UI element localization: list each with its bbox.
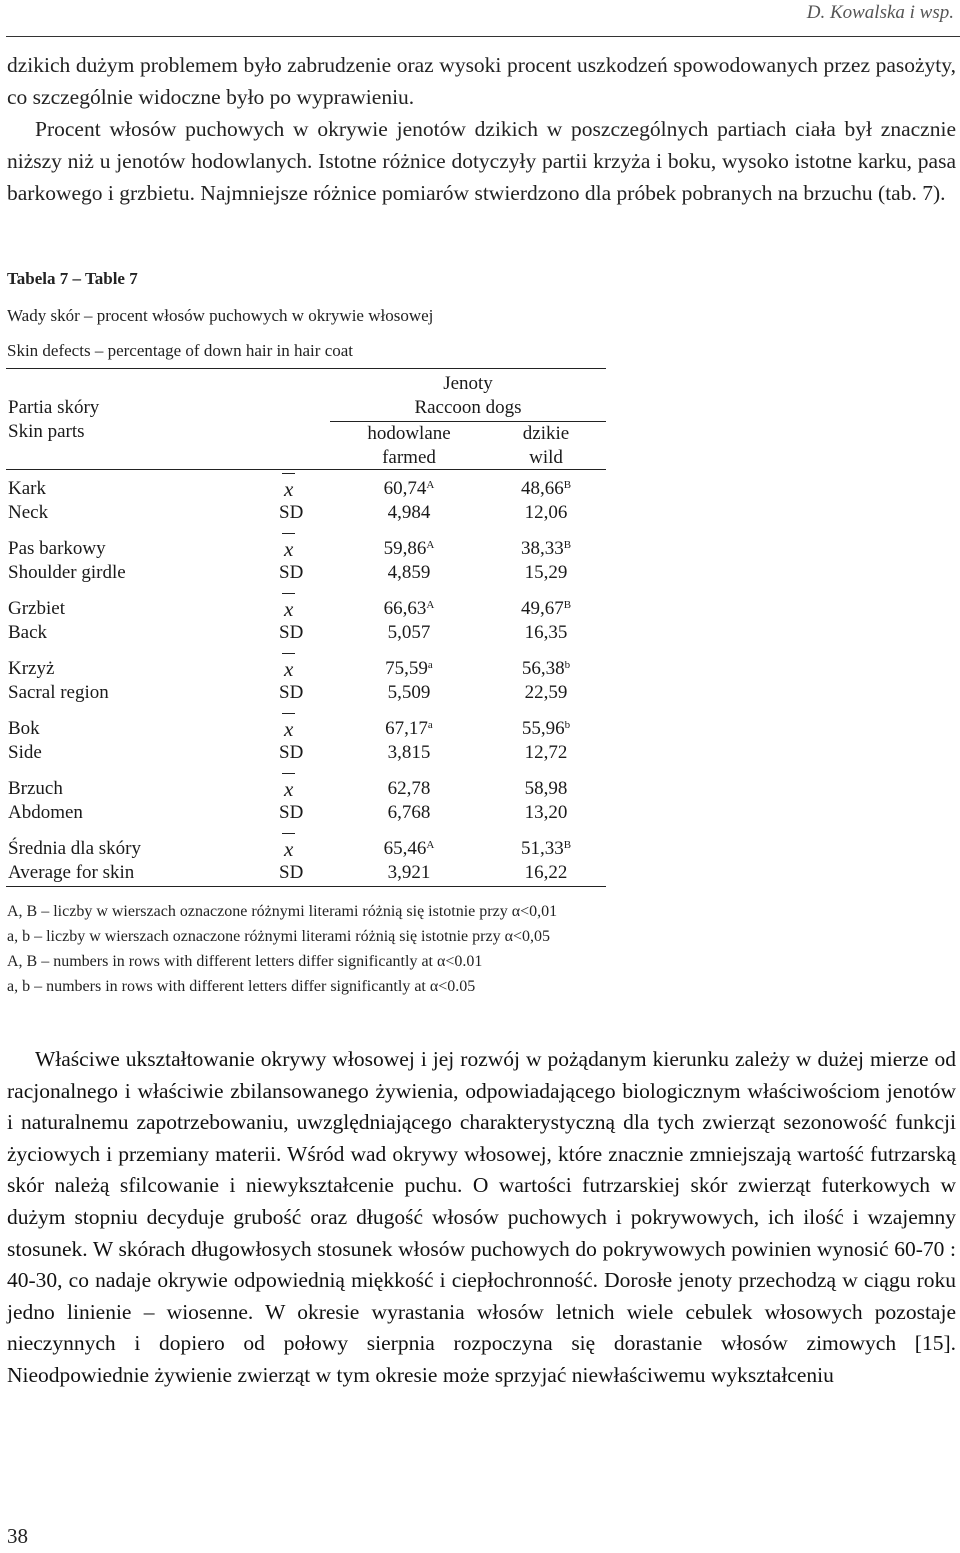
skin-part-name-pl: Kark xyxy=(8,478,46,499)
wild-mean-value: $51,33^B$ xyxy=(520,838,572,859)
skin-part-name-en: Average for skin xyxy=(8,862,135,883)
running-header-author: D. Kowalska i wsp. xyxy=(806,2,954,23)
farmed-mean-value: $65,46^A$ xyxy=(383,838,435,859)
farmed-mean-value: 75,59$^a$ xyxy=(385,658,433,679)
skin-part-name-pl: Brzuch xyxy=(8,778,63,799)
paragraph-hair-coat-nutrition: Właściwe ukształtowanie okrywy włosowej i jej rozwój w pożądanym kierunku zależy w dużej mierze od racjonalnego i właściwie zbilansowanego żywienia, odpowiadającego biologicznym właściwościom jenotów i naturalnemu zapotrzebowaniu, uwzględniającego charakterystyczną dla tych zwierząt sezonowość funkcji życiowych i przemiany materii. Wśród wad okrywy włosowej, które znacznie zmniejszają wartość futrzarską skór należą sfilcowanie i niewykształcenie puchu. O wartości futrzarskiej skór zwierząt futerkowych w dużym stopniu decyduje grubość oraz długość włosów puchowych i pokrywowych, ich ilość i wzajemny stosunek. W skórach długowłosych stosunek włosów puchowych do pokrywowych powinien wynosić 60-70 : 40-30, co nadaje okrywie odpowiednią miękkość i ciepłochronność. Dorosłe jenoty przechodzą w ciągu roku jedno linienie – wiosenne. W okresie wyrastania włosów letnich wiele cebulek włosowych pozostaje nieczynnych i dopiero od połowy sierpnia rozpoczyna się dorastanie włosów zimowych [15]. Nieodpowiednie żywienie zwierząt w tym okresie może sprzyjać niewłaściwemu wykształceniu xyxy=(7,1047,956,1387)
farmed-sd-value: 3,815 xyxy=(387,742,431,763)
col-header-skin-parts-pl: Partia skóry xyxy=(8,397,100,418)
sd-label: SD xyxy=(279,682,304,703)
header-divider xyxy=(6,36,960,37)
skin-part-name-en: Neck xyxy=(8,502,49,523)
sd-label: SD xyxy=(279,622,304,643)
farmed-sd-value: 3,921 xyxy=(387,862,431,883)
col-header-farmed-pl: hodowlane xyxy=(367,423,451,444)
farmed-sd-value: 5,509 xyxy=(387,682,431,703)
table-footnotes xyxy=(7,899,557,999)
significance-letter: B xyxy=(563,479,572,491)
significance-letter: A xyxy=(426,539,435,551)
page-number: 38 xyxy=(7,1524,28,1548)
skin-part-name-pl: Średnia dla skóry xyxy=(8,838,141,859)
significance-letter: a xyxy=(427,719,433,731)
data-table xyxy=(6,368,606,888)
col-header-farmed-en: farmed xyxy=(382,447,436,468)
footnote: a, b – numbers in rows with different letters differ significantly at α<0.05 xyxy=(7,978,476,995)
farmed-sd-value: 4,859 xyxy=(387,562,431,583)
col-header-wild-pl: dzikie xyxy=(522,423,570,444)
wild-mean-value: 56,38$^b$ xyxy=(521,658,571,679)
paragraph-down-hair: Procent włosów puchowych w okrywie jenotów dzikich w poszczególnych partiach ciała był znacznie niższy niż u jenotów hodowlanych. Istotne różnice dotyczyły partii krzyża i boku, wysoko istotne karku, pasa barkowego i grzbietu. Najmniejsze różnice pomiarów stwierdzono dla próbek pobranych na brzuchu (tab. 7). xyxy=(7,117,956,205)
wild-sd-value: 16,35 xyxy=(524,622,568,643)
wild-mean-value: 58,98 xyxy=(524,778,568,799)
body-text-top xyxy=(7,49,956,209)
footnote: A, B – numbers in rows with different letters differ significantly at α<0.01 xyxy=(7,953,483,970)
mean-symbol: x xyxy=(284,657,294,681)
significance-letter: B xyxy=(563,839,572,851)
sd-label: SD xyxy=(279,802,304,823)
table-label-en: Table 7 xyxy=(84,269,138,288)
footnote: a, b – liczby w wierszach oznaczone różnymi literami różnią się istotnie przy α<0,05 xyxy=(7,928,550,945)
significance-letter: b xyxy=(564,659,571,671)
wild-sd-value: 12,06 xyxy=(524,502,568,523)
farmed-sd-value: 5,057 xyxy=(387,622,431,643)
sd-label: SD xyxy=(279,742,304,763)
table-label-sep: – xyxy=(68,269,85,288)
table-label xyxy=(7,269,138,289)
skin-part-name-en: Abdomen xyxy=(8,802,83,823)
group-header-pl: Jenoty xyxy=(443,373,493,394)
skin-part-name-en: Sacral region xyxy=(8,682,109,703)
col-header-wild-en: wild xyxy=(529,447,563,468)
wild-sd-value: 12,72 xyxy=(524,742,568,763)
significance-letter: A xyxy=(426,839,435,851)
mean-symbol: x xyxy=(284,777,294,801)
mean-symbol: x xyxy=(284,837,294,861)
wild-sd-value: 22,59 xyxy=(524,682,568,703)
table-bottom-rule xyxy=(6,886,606,887)
farmed-mean-value: $66,63^A$ xyxy=(383,598,435,619)
farmed-mean-value: $60,74^A$ xyxy=(383,478,435,499)
skin-part-name-pl: Pas barkowy xyxy=(8,538,106,559)
mean-symbol: x xyxy=(284,537,294,561)
significance-letter: b xyxy=(564,719,571,731)
farmed-sd-value: 4,984 xyxy=(387,502,431,523)
significance-letter: B xyxy=(563,539,572,551)
skin-part-name-pl: Grzbiet xyxy=(8,598,65,619)
wild-mean-value: 55,96$^b$ xyxy=(521,718,571,739)
table-title-pl: Wady skór – procent włosów puchowych w okrywie włosowej xyxy=(7,306,434,325)
significance-letter: A xyxy=(426,599,435,611)
footnote: A, B – liczby w wierszach oznaczone różnymi literami różnią się istotnie przy α<0,01 xyxy=(7,903,558,920)
skin-part-name-pl: Krzyż xyxy=(8,658,55,679)
skin-part-name-en: Back xyxy=(8,622,48,643)
sd-label: SD xyxy=(279,562,304,583)
significance-letter: a xyxy=(427,659,433,671)
significance-letter: A xyxy=(426,479,435,491)
table-label-pl: Tabela 7 xyxy=(7,269,69,288)
mean-symbol: x xyxy=(284,477,294,501)
mean-symbol: x xyxy=(284,597,294,621)
wild-mean-value: $38,33^B$ xyxy=(520,538,572,559)
table-top-rule xyxy=(6,368,606,369)
wild-sd-value: 16,22 xyxy=(524,862,568,883)
farmed-sd-value: 6,768 xyxy=(387,802,431,823)
farmed-mean-value: 62,78 xyxy=(387,778,431,799)
group-header-en: Raccoon dogs xyxy=(414,397,522,418)
skin-part-name-en: Shoulder girdle xyxy=(8,562,126,583)
wild-sd-value: 13,20 xyxy=(524,802,568,823)
farmed-mean-value: $59,86^A$ xyxy=(383,538,435,559)
skin-part-name-en: Side xyxy=(8,742,42,763)
sd-label: SD xyxy=(279,862,304,883)
sd-label: SD xyxy=(279,502,304,523)
significance-letter: B xyxy=(563,599,572,611)
wild-mean-value: $48,66^B$ xyxy=(520,478,572,499)
wild-mean-value: $49,67^B$ xyxy=(520,598,572,619)
wild-sd-value: 15,29 xyxy=(524,562,568,583)
farmed-mean-value: 67,17$^a$ xyxy=(385,718,433,739)
mean-symbol: x xyxy=(284,717,294,741)
skin-part-name-pl: Bok xyxy=(8,718,40,739)
paragraph-continuation: dzikich dużym problemem było zabrudzenie oraz wysoki procent uszkodzeń spowodowanych przez pasożyty, co szczególnie widoczne było po wyprawieniu. xyxy=(7,53,956,109)
col-header-skin-parts-en: Skin parts xyxy=(8,421,85,442)
table-title-en: Skin defects – percentage of down hair in hair coat xyxy=(7,341,354,360)
